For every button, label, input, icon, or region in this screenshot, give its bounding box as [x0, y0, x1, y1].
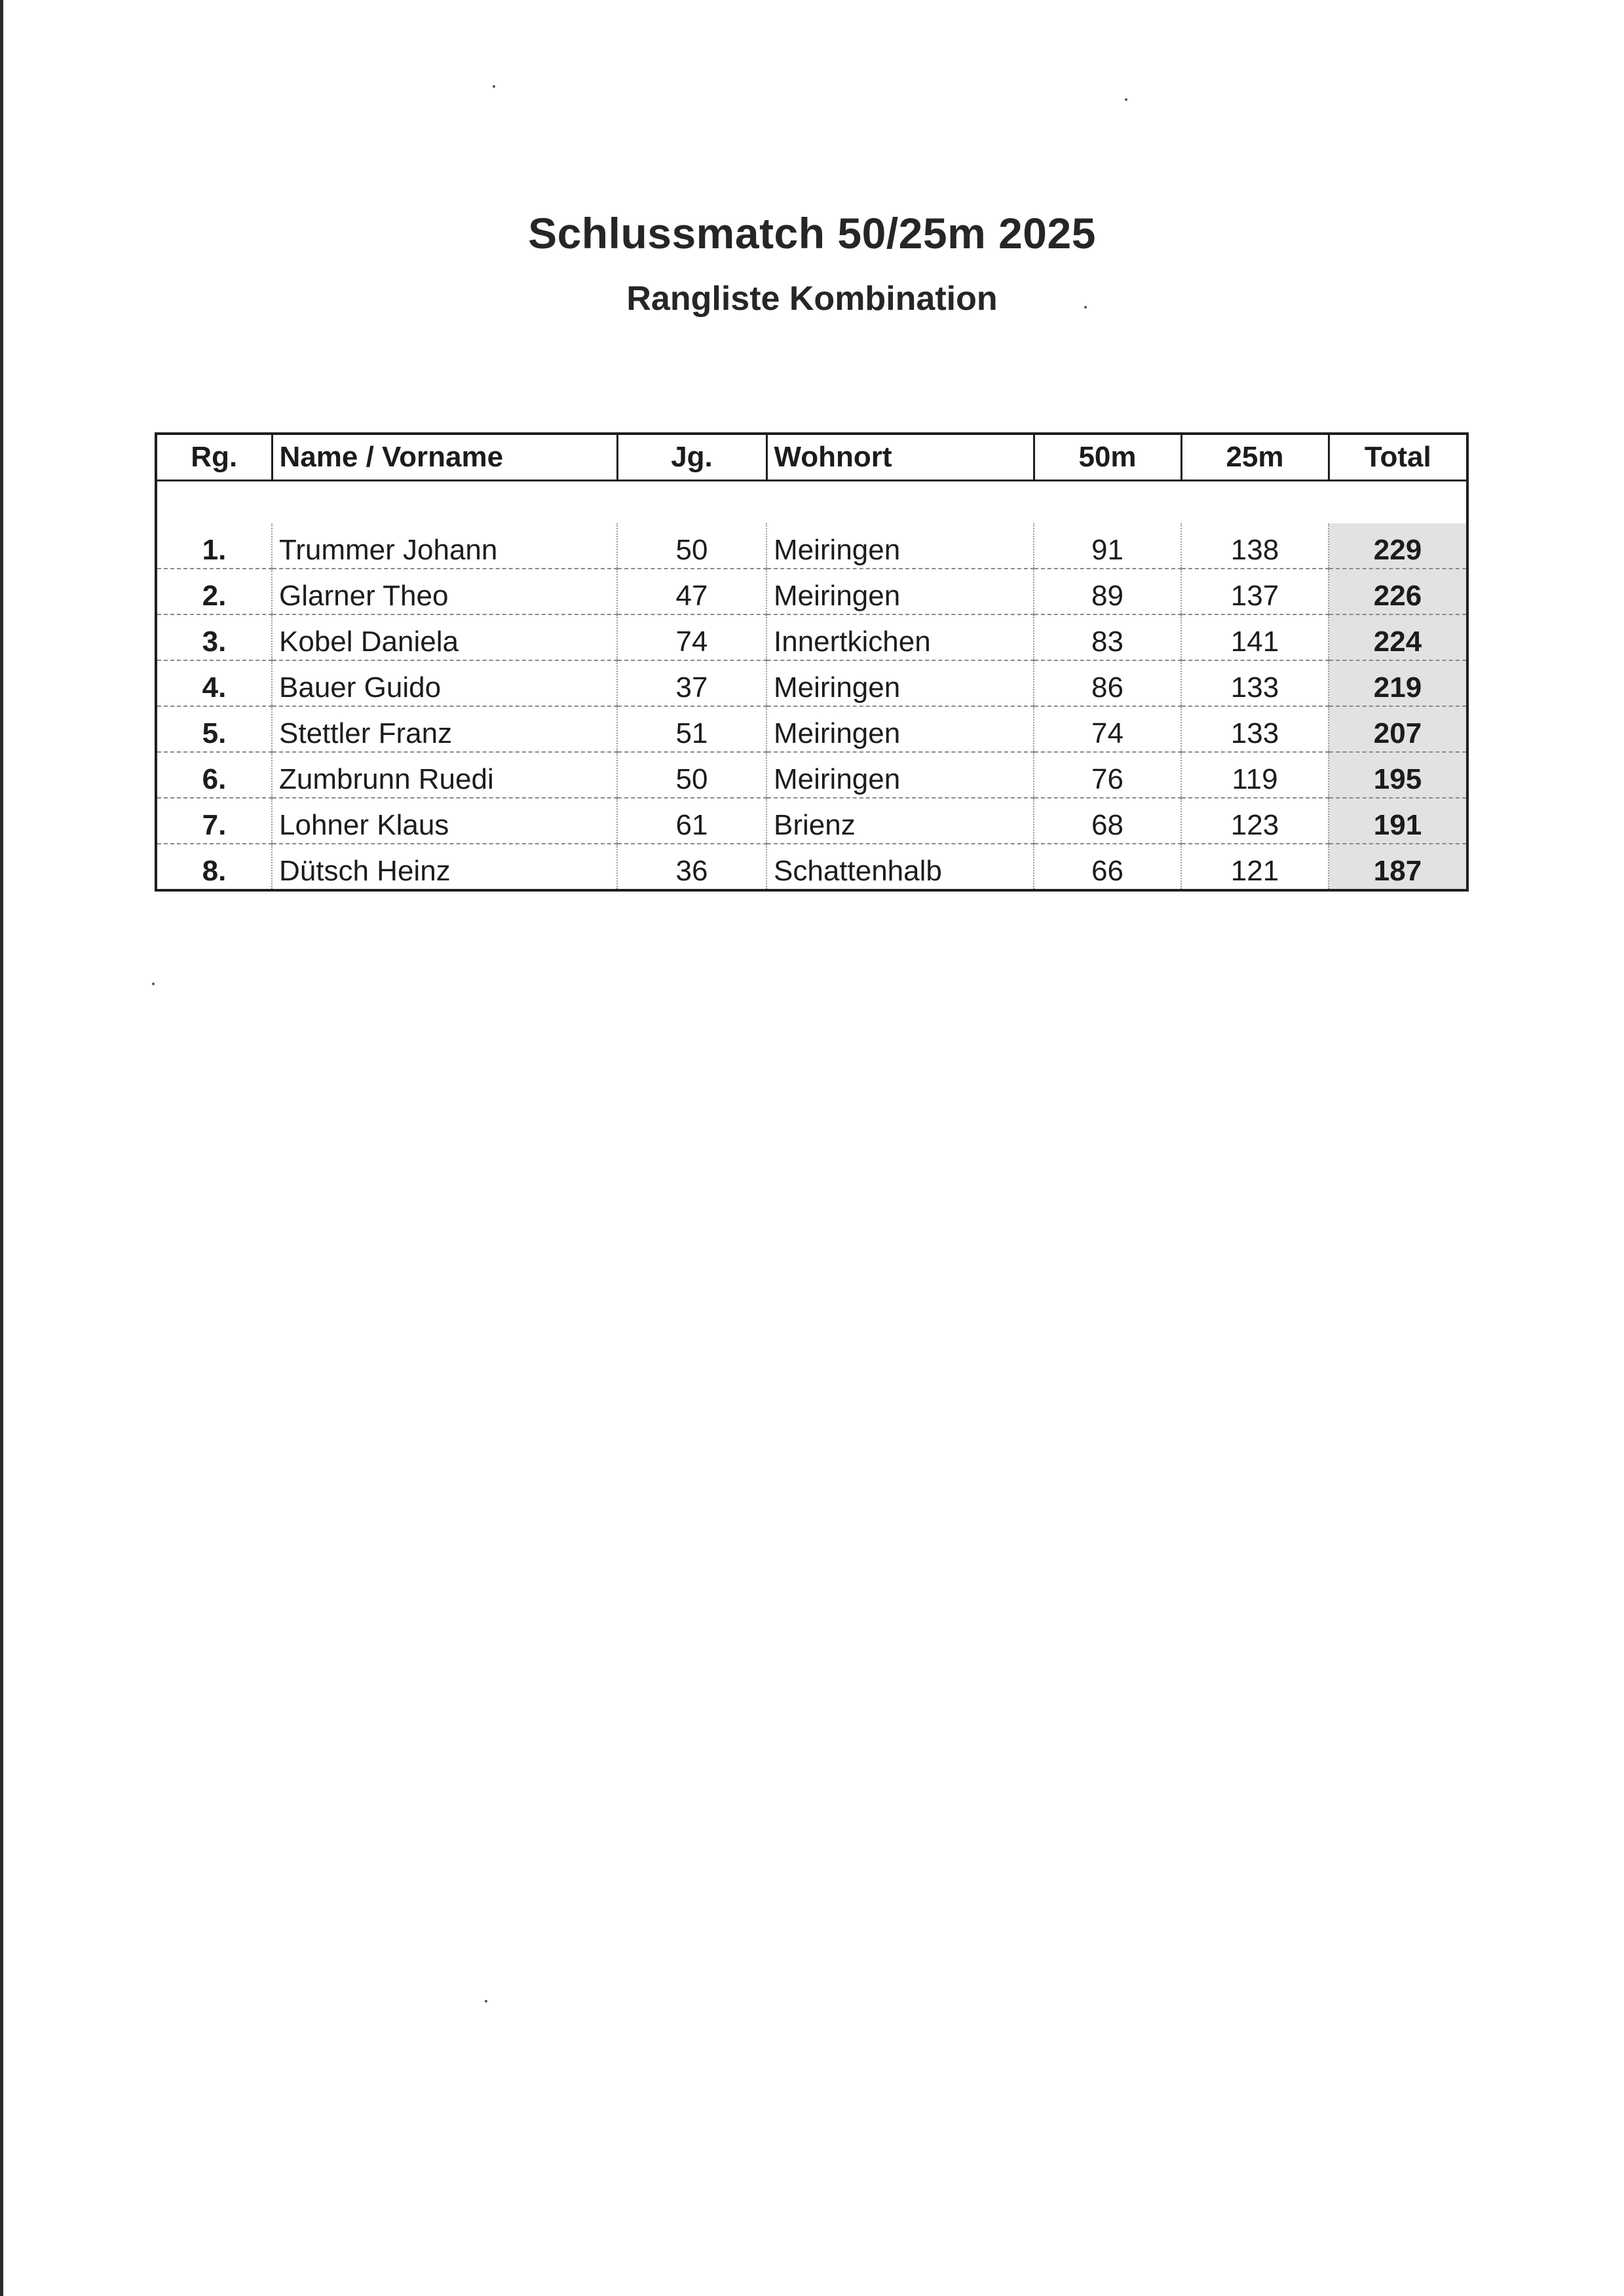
- cell-rank: 2.: [156, 569, 272, 614]
- cell-year: 74: [617, 614, 766, 660]
- cell-rank: 3.: [156, 614, 272, 660]
- header-town: Wohnort: [766, 434, 1034, 481]
- cell-year: 51: [617, 706, 766, 752]
- cell-50m: 83: [1034, 614, 1181, 660]
- cell-25m: 133: [1181, 706, 1329, 752]
- table-row: [156, 660, 1467, 706]
- cell-50m: 89: [1034, 569, 1181, 614]
- scan-speck: [485, 2000, 487, 2003]
- cell-name: Zumbrunn Ruedi: [272, 752, 617, 798]
- cell-25m: 137: [1181, 569, 1329, 614]
- cell-rank: 1.: [156, 523, 272, 569]
- cell-25m: 123: [1181, 798, 1329, 844]
- header-year: Jg.: [617, 434, 766, 481]
- cell-name: Bauer Guido: [272, 660, 617, 706]
- cell-50m: 74: [1034, 706, 1181, 752]
- cell-year: 47: [617, 569, 766, 614]
- table-row: [156, 798, 1467, 844]
- page-subtitle: Rangliste Kombination: [626, 280, 998, 318]
- cell-town: Meiringen: [766, 569, 1034, 614]
- cell-50m: 86: [1034, 660, 1181, 706]
- cell-name: Stettler Franz: [272, 706, 617, 752]
- cell-rank: 5.: [156, 706, 272, 752]
- cell-name: Glarner Theo: [272, 569, 617, 614]
- cell-total: 187: [1329, 844, 1467, 890]
- cell-total: 226: [1329, 569, 1467, 614]
- table-header-row: [156, 434, 1467, 481]
- header-25m: 25m: [1181, 434, 1329, 481]
- table-row: [156, 569, 1467, 614]
- table-row: [156, 523, 1467, 569]
- cell-town: Brienz: [766, 798, 1034, 844]
- header-rank: Rg.: [156, 434, 272, 481]
- table-row: [156, 706, 1467, 752]
- header-total: Total: [1329, 434, 1467, 481]
- header-50m: 50m: [1034, 434, 1181, 481]
- cell-rank: 6.: [156, 752, 272, 798]
- cell-name: Trummer Johann: [272, 523, 617, 569]
- cell-year: 37: [617, 660, 766, 706]
- cell-year: 61: [617, 798, 766, 844]
- cell-total: 224: [1329, 614, 1467, 660]
- cell-rank: 4.: [156, 660, 272, 706]
- cell-town: Meiringen: [766, 523, 1034, 569]
- cell-total: 191: [1329, 798, 1467, 844]
- page-title: Schlussmatch 50/25m 2025: [528, 209, 1096, 257]
- cell-50m: 68: [1034, 798, 1181, 844]
- cell-total: 207: [1329, 706, 1467, 752]
- cell-town: Meiringen: [766, 706, 1034, 752]
- scan-speck: [152, 983, 155, 985]
- cell-25m: 119: [1181, 752, 1329, 798]
- cell-50m: 76: [1034, 752, 1181, 798]
- cell-rank: 8.: [202, 855, 227, 887]
- cell-50m: 66: [1034, 844, 1181, 890]
- cell-total: 195: [1329, 752, 1467, 798]
- scan-speck: [493, 85, 495, 88]
- cell-year: 50: [617, 752, 766, 798]
- cell-25m: 133: [1181, 660, 1329, 706]
- cell-name: Lohner Klaus: [272, 798, 617, 844]
- cell-25m: 138: [1181, 523, 1329, 569]
- cell-25m: 121: [1181, 844, 1329, 890]
- cell-town: Innertkichen: [766, 614, 1034, 660]
- table-row: [156, 614, 1467, 660]
- cell-town: Schattenhalb: [766, 844, 1034, 890]
- scan-edge: [0, 0, 3, 2296]
- scan-speck: [1125, 98, 1127, 101]
- cell-name: Kobel Daniela: [272, 614, 617, 660]
- cell-name: Dütsch Heinz: [272, 844, 617, 890]
- cell-rank: 7.: [156, 798, 272, 844]
- ranking-table: [155, 432, 1469, 892]
- cell-year: 50: [617, 523, 766, 569]
- cell-town: Meiringen: [766, 752, 1034, 798]
- cell-town: Meiringen: [766, 660, 1034, 706]
- header-name: Name / Vorname: [272, 434, 617, 481]
- cell-50m: 91: [1034, 523, 1181, 569]
- table-row: [156, 844, 1467, 890]
- cell-25m: 141: [1181, 614, 1329, 660]
- table-row: [156, 752, 1467, 798]
- cell-year: 36: [617, 844, 766, 890]
- cell-total: 219: [1329, 660, 1467, 706]
- cell-total: 229: [1329, 523, 1467, 569]
- table-spacer-row: [156, 481, 1467, 524]
